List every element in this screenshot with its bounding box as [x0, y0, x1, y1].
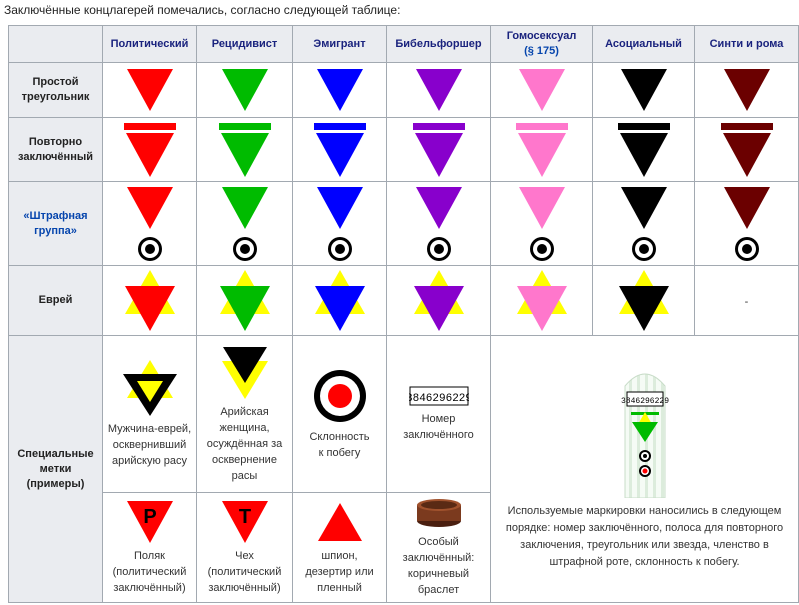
example-note	[491, 503, 798, 571]
special-text: осуждённая за	[206, 437, 283, 450]
row-repeat	[9, 118, 799, 182]
badge-penal-sinti-roma	[695, 182, 799, 266]
badge-figure	[614, 185, 674, 263]
badge-figure	[310, 185, 370, 263]
badge-figure	[215, 269, 275, 333]
row-label-special-line2: метки	[39, 462, 72, 475]
triangle-badge	[317, 187, 363, 229]
badge-figure	[120, 67, 180, 113]
row-label-penal[interactable]	[9, 182, 103, 266]
pole-letter: P	[142, 506, 157, 528]
badge-figure	[407, 121, 471, 179]
col-label-sinti-roma: Синти и рома	[709, 37, 784, 50]
note-line: порядке: номер заключённого, полоса для повторного	[505, 521, 784, 534]
special-text: Чех	[235, 550, 254, 562]
col-label-asocial: Асоциальный	[605, 37, 682, 50]
czech-badge	[215, 499, 275, 543]
badge-penal-homosexual	[491, 182, 593, 266]
badge-simple-political	[103, 63, 197, 118]
repeat-bar	[124, 123, 176, 130]
special-prisoner-number	[387, 336, 491, 493]
badge-figure	[409, 269, 469, 333]
badge-figure	[120, 269, 180, 333]
triangle-badge	[724, 187, 770, 229]
col-label-emigrant: Эмигрант	[313, 37, 366, 50]
badge-jew-recidivist	[197, 266, 293, 336]
corner-header	[9, 26, 103, 63]
badge-figure	[512, 67, 572, 113]
col-header-sinti-roma	[695, 26, 799, 63]
special-text: Мужчина-еврей,	[107, 422, 192, 435]
special-text: заключённый)	[113, 582, 186, 594]
badge-jew-homosexual	[491, 266, 593, 336]
row-label-special	[9, 336, 103, 603]
col-header-asocial	[593, 26, 695, 63]
special-czech	[197, 493, 293, 603]
triangle-badge	[518, 133, 566, 177]
special-text: Арийская	[220, 405, 269, 418]
repeat-bar	[618, 123, 670, 130]
badge-repeat-asocial	[593, 118, 695, 182]
example-number-text: 3846296229	[620, 396, 669, 406]
badge-figure	[310, 67, 370, 113]
row-simple	[9, 63, 799, 118]
row-label-special-line3: (примеры)	[26, 477, 85, 490]
badge-penal-political	[103, 182, 197, 266]
prisoner-number-text: 3846296229	[408, 392, 469, 405]
special-text: Склонность	[309, 430, 370, 443]
badge-repeat-emigrant	[293, 118, 387, 182]
prisoner-number-tag	[409, 386, 469, 406]
special-text: Особый	[418, 536, 459, 548]
special-text: заключённый)	[208, 582, 281, 594]
special-text: к побегу	[318, 446, 361, 459]
triangle-badge	[724, 69, 770, 111]
triangle-badge	[723, 133, 771, 177]
badge-repeat-recidivist	[197, 118, 293, 182]
badge-figure	[717, 185, 777, 263]
badge-jew-political	[103, 266, 197, 336]
badge-figure	[118, 121, 182, 179]
badge-penal-emigrant	[293, 182, 387, 266]
row-label-special-line1: Специальные	[17, 447, 94, 460]
triangle-badge	[415, 133, 463, 177]
badge-penal-recidivist	[197, 182, 293, 266]
row-jew	[9, 266, 799, 336]
aryan-race-defiler-badge	[205, 345, 285, 399]
badge-penal-asocial	[593, 182, 695, 266]
special-special-prisoner	[387, 493, 491, 603]
row-label-jew	[9, 266, 103, 336]
badge-repeat-bible-student	[387, 118, 491, 182]
badge-jew-sinti-roma	[695, 266, 799, 336]
empty-cell-dash: -	[744, 295, 749, 308]
badge-figure	[612, 121, 676, 179]
triangle-badge	[519, 69, 565, 111]
badge-repeat-sinti-roma	[695, 118, 799, 182]
uniform-example-figure	[605, 368, 685, 498]
badge-figure	[715, 121, 779, 179]
special-text: осквернивший	[112, 438, 187, 451]
badge-table	[8, 25, 799, 603]
badge-figure	[409, 185, 469, 263]
triangle-badge	[519, 187, 565, 229]
special-spy	[293, 493, 387, 603]
pole-badge	[120, 499, 180, 543]
triangle-badge	[222, 69, 268, 111]
col-label-homosexual: Гомосексуал	[506, 30, 577, 42]
triangle-badge	[621, 69, 667, 111]
badge-simple-recidivist	[197, 63, 293, 118]
note-line: штрафной роте, склонность к побегу.	[549, 555, 740, 568]
col-label-political: Политический	[110, 37, 189, 50]
badge-figure	[614, 269, 674, 333]
special-text: заключённый:	[402, 552, 475, 564]
col-label-recidivist: Рецидивист	[211, 37, 278, 50]
badge-simple-emigrant	[293, 63, 387, 118]
badge-figure	[310, 269, 370, 333]
special-pole	[103, 493, 197, 603]
note-line: заключения, треугольник или звезда, членство в	[520, 538, 769, 551]
row-label-penal-line2[interactable]: группа»	[34, 224, 77, 237]
row-label-simple-line1: Простой	[32, 76, 79, 88]
col-header-homosexual	[491, 26, 593, 63]
special-aryan-race-defiler	[197, 336, 293, 493]
badge-jew-bible-student	[387, 266, 491, 336]
row-label-repeat-line1: Повторно	[28, 135, 83, 148]
row-penal	[9, 182, 799, 266]
badge-simple-homosexual	[491, 63, 593, 118]
badge-repeat-homosexual	[491, 118, 593, 182]
special-text: браслет	[417, 584, 460, 596]
triangle-badge	[127, 69, 173, 111]
triangle-badge	[416, 187, 462, 229]
repeat-bar	[721, 123, 773, 130]
badge-figure	[510, 121, 574, 179]
triangle-badge	[126, 133, 174, 177]
badge-figure	[512, 185, 572, 263]
col-header-political	[103, 26, 197, 63]
repeat-bar	[413, 123, 465, 130]
col-header-recidivist	[197, 26, 293, 63]
badge-simple-bible-student	[387, 63, 491, 118]
special-text: пленный	[317, 582, 362, 594]
special-text: шпион,	[321, 550, 358, 562]
special-text: арийскую расу	[111, 454, 187, 467]
row-label-jew-line1: Еврей	[38, 294, 73, 306]
badge-jew-asocial	[593, 266, 695, 336]
triangle-badge	[222, 187, 268, 229]
badge-figure	[308, 121, 372, 179]
triangle-badge	[621, 187, 667, 229]
triangle-badge	[127, 187, 173, 229]
triangle-badge	[221, 133, 269, 177]
badge-figure	[213, 121, 277, 179]
badge-figure	[409, 67, 469, 113]
col-header-bible-student	[387, 26, 491, 63]
row-special-1	[9, 336, 799, 493]
note-line: Используемые маркировки наносились в следующем	[507, 504, 782, 517]
col-label-bible-student: Бибельфоршер	[395, 37, 482, 50]
paragraph-175-link[interactable]: (§ 175)	[524, 45, 559, 57]
special-text: (политический	[207, 566, 282, 578]
triangle-badge	[620, 133, 668, 177]
table-caption: Заключённые концлагерей помечались, согласно следующей таблице:	[4, 3, 401, 17]
triangle-badge	[316, 133, 364, 177]
brown-armband-badge	[409, 497, 469, 529]
badge-figure	[215, 67, 275, 113]
special-text: коричневый	[407, 568, 470, 580]
jewish-race-defiler-badge	[110, 360, 190, 416]
triangle-badge	[317, 69, 363, 111]
badge-simple-asocial	[593, 63, 695, 118]
row-label-repeat-line2: заключённый	[18, 150, 93, 163]
special-text: дезертир или	[305, 566, 374, 578]
czech-letter: T	[238, 506, 251, 528]
row-label-repeat	[9, 118, 103, 182]
badge-penal-bible-student	[387, 182, 491, 266]
special-text: женщина,	[219, 421, 270, 434]
special-text: заключённого	[403, 428, 474, 441]
special-example-cell	[491, 336, 799, 603]
badge-figure	[512, 269, 572, 333]
row-label-simple-line2: треугольник	[21, 91, 90, 103]
repeat-bar	[219, 123, 271, 130]
badge-repeat-political	[103, 118, 197, 182]
repeat-bar	[516, 123, 568, 130]
special-text: Поляк	[134, 550, 165, 562]
badge-simple-sinti-roma	[695, 63, 799, 118]
special-escape-suspect	[293, 336, 387, 493]
special-text: осквернение	[212, 453, 277, 466]
badge-figure	[215, 185, 275, 263]
spy-badge	[310, 499, 370, 543]
special-text: Номер	[421, 412, 456, 425]
col-header-emigrant	[293, 26, 387, 63]
badge-figure	[614, 67, 674, 113]
row-label-simple	[9, 63, 103, 118]
triangle-badge	[416, 69, 462, 111]
special-text: (политический	[112, 566, 187, 578]
escape-target-badge	[310, 368, 370, 424]
badge-figure	[120, 185, 180, 263]
row-label-penal-line1[interactable]: «Штрафная	[23, 209, 88, 222]
badge-jew-emigrant	[293, 266, 387, 336]
special-text: расы	[231, 469, 258, 482]
badge-figure	[717, 67, 777, 113]
special-jewish-race-defiler	[103, 336, 197, 493]
repeat-bar	[314, 123, 366, 130]
